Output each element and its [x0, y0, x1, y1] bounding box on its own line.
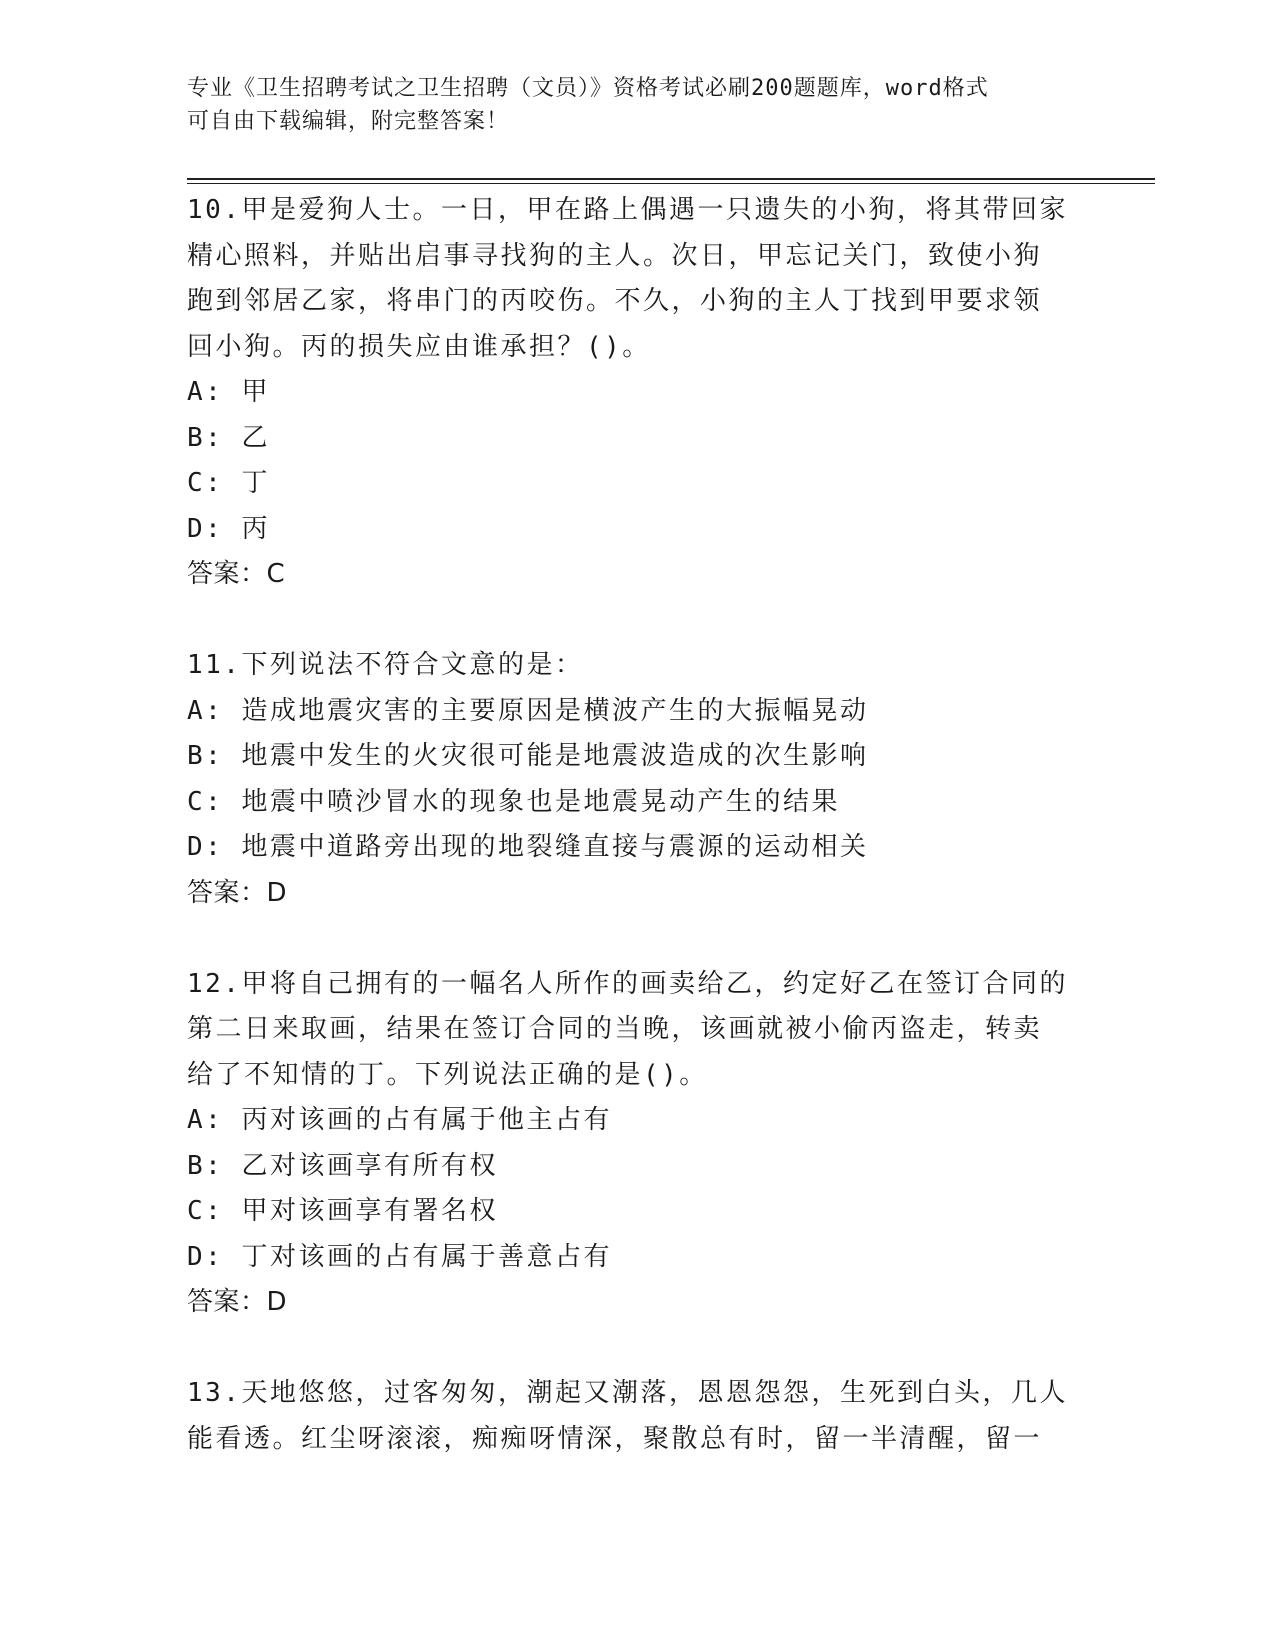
question-line: 第二日来取画，结果在签订合同的当晚，该画就被小偷丙盗走，转卖 [187, 1014, 1043, 1044]
answer-line: 答案：D [187, 877, 288, 908]
option-d: D: 丁对该画的占有属于善意占有 [187, 1241, 612, 1272]
question-line: 能看透。红尘呀滚滚，痴痴呀情深，聚散总有时，留一半清醒，留一 [187, 1423, 1043, 1454]
question-11 [187, 643, 1087, 916]
option-a: A: 丙对该画的占有属于他主占有 [187, 1105, 612, 1135]
answer-line: 答案：C [187, 559, 286, 589]
question-line: 精心照料，并贴出启事寻找狗的主人。次日，甲忘记关门，致使小狗 [187, 240, 1043, 271]
option-b: B: 地震中发生的火灾很可能是地震波造成的次生影响 [187, 741, 869, 771]
option-d: D: 地震中道路旁出现的地裂缝直接与震源的运动相关 [187, 832, 869, 862]
option-c: C: 丁 [187, 468, 270, 498]
question-spacer [187, 1326, 1087, 1372]
question-line: 12.甲将自己拥有的一幅名人所作的画卖给乙，约定好乙在签订合同的 [187, 968, 1068, 999]
question-list [187, 188, 1087, 1462]
option-d: D: 丙 [187, 513, 270, 544]
question-spacer [187, 916, 1087, 962]
question-line: 13.天地悠悠，过客匆匆，潮起又潮落，恩恩怨怨，生死到白头，几人 [187, 1378, 1068, 1408]
document-header [187, 72, 1087, 138]
header-rule-thin [187, 183, 1155, 184]
answer-line: 答案：D [187, 1287, 288, 1317]
header-line-1: 专业《卫生招聘考试之卫生招聘（文员）》资格考试必刷200题题库，word格式 [187, 76, 989, 101]
question-10 [187, 188, 1087, 598]
option-b: B: 乙对该画享有所有权 [187, 1150, 498, 1181]
question-line: 给了不知情的丁。下列说法正确的是()。 [187, 1059, 708, 1090]
question-line: 回小狗。丙的损失应由谁承担？()。 [187, 331, 651, 362]
option-a: A: 甲 [187, 377, 270, 407]
question-line: 11.下列说法不符合文意的是： [187, 650, 584, 680]
option-a: A: 造成地震灾害的主要原因是横波产生的大振幅晃动 [187, 695, 869, 726]
header-rule-thick [187, 178, 1155, 180]
question-12 [187, 962, 1087, 1326]
header-line-2: 可自由下载编辑，附完整答案！ [187, 109, 510, 134]
option-c: C: 甲对该画享有署名权 [187, 1196, 498, 1226]
question-13 [187, 1371, 1087, 1462]
question-spacer [187, 598, 1087, 644]
option-b: B: 乙 [187, 422, 270, 453]
question-line: 10.甲是爱狗人士。一日，甲在路上偶遇一只遗失的小狗，将其带回家 [187, 195, 1068, 225]
option-c: C: 地震中喷沙冒水的现象也是地震晃动产生的结果 [187, 786, 840, 817]
question-line: 跑到邻居乙家，将串门的丙咬伤。不久，小狗的主人丁找到甲要求领 [187, 286, 1043, 316]
